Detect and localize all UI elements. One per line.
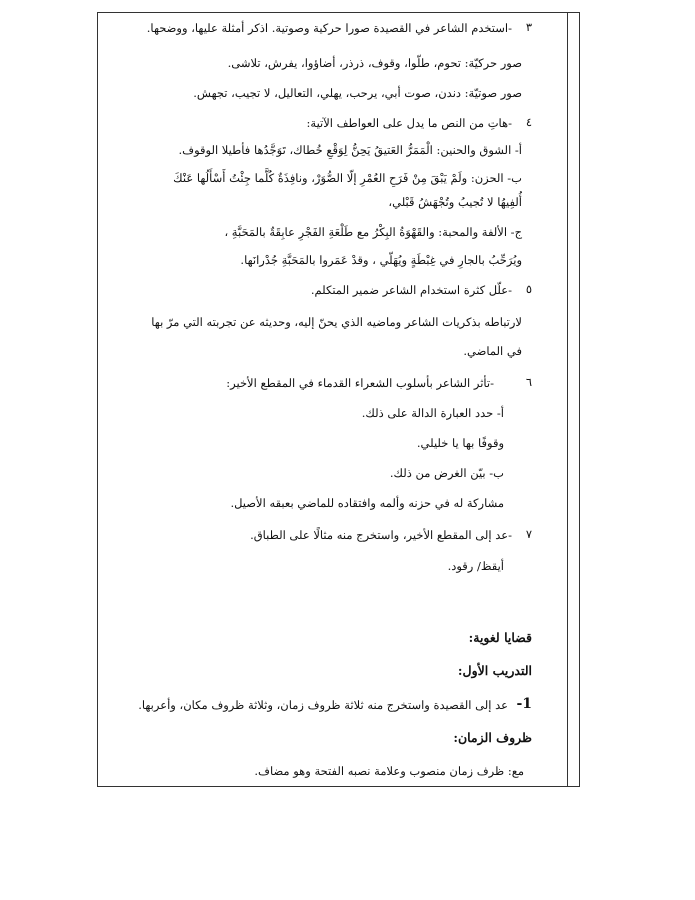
question-text: -هاتِ من النص ما يدل على العواطف الآتية: [306,116,512,130]
exercise-title: التدريب الأول: [457,663,532,678]
answer-line: مشاركة له في حزنه وألمه وافتقاده للماضي بعبقه الأصيل. [230,496,504,510]
question-text: -عد إلى المقطع الأخير، واستخرج منه مثالًا على الطباق. [250,528,512,542]
answer-line: أيقظ/ رقود. [447,559,504,573]
question-text: -استخدم الشاعر في القصيدة صورا حركية وصوتية. اذكر أمثلة عليها، ووضحها. [146,21,512,35]
question-text: -علّل كثرة استخدام الشاعر ضمير المتكلم. [310,283,512,297]
answer-line: لارتباطه بذكريات الشاعر وماضيه الذي يحنّ إليه، وحديثه عن تجربته التي مرّ بها [151,315,522,329]
answer-line: صور حركيّة: تحوم، طلّوا، وقوف، ذرذر، أضاؤوا، يفرش، تلاشى. [227,56,522,70]
question-text: -تأثر الشاعر بأسلوب الشعراء القدماء في المقطع الأخير: [226,376,494,390]
answer-line: ب- بيّن الغرض من ذلك. [389,466,504,480]
question-number: ٦ [525,375,532,389]
time-adverbs-title: ظروف الزمان: [453,730,532,745]
answer-line: أُلفِيهُا لا تُجيبُ وتُجْهَشُ قَبْلي، [388,195,522,209]
answer-line: أ- حدد العبارة الدالة على ذلك. [361,406,504,420]
answer-line: ب- الحزن: ولَمْ يَبْقَ مِنْ فَرَحِ العُمْرِ إلّا الصُّوَرْ، ونافِذَةٌ كُلَّما جِئْتُ أَسْأَلُها عَنْكَ [173,171,522,185]
table-column-divider [567,12,568,787]
answer-line: في الماضي. [463,344,522,358]
answer-line: أ- الشوق والحنين: الْمَمَرُّ العَتيقُ يَحِنُّ لِوَقْعِ خُطاك، تَوَجَّدُها فأطيلا الوقوف. [178,143,522,157]
question-number: ٧ [525,527,532,541]
section-heading: قضايا لغوية: [468,630,532,645]
question-number: ٣ [525,20,532,34]
time-adverb-example: مع: ظرف زمان منصوب وعلامة نصبه الفتحة وهو مضاف. [254,764,524,778]
exercise-number: 1- [516,696,532,712]
answer-line: ج- الألفة والمحبة: والقَهْوَةُ البِكْرُ مع طَلْعَةِ الفَجْرِ عابِقَةٌ بالمَحَبَّةِ ، [224,225,522,239]
question-number: ٤ [525,115,532,129]
answer-line: ويُرَحِّبُ بالجارِ في غِبْطَةٍ ويُهَلّي ، وقدْ عَمَروا بالمَحَبَّةِ جُدْرانَها. [240,253,522,267]
answer-line: وقوفًا بها يا خليلي. [416,436,504,450]
answer-line: صور صوتيّة: دندن، صوت أبي، يرحب، يهلي، التعاليل، لا تجيب، تجهش. [193,86,522,100]
exercise-text: عد إلى القصيدة واستخرج منه ثلاثة ظروف زمان، وثلاثة ظروف مكان، وأعربها. [138,698,508,712]
question-number: ٥ [525,282,532,296]
